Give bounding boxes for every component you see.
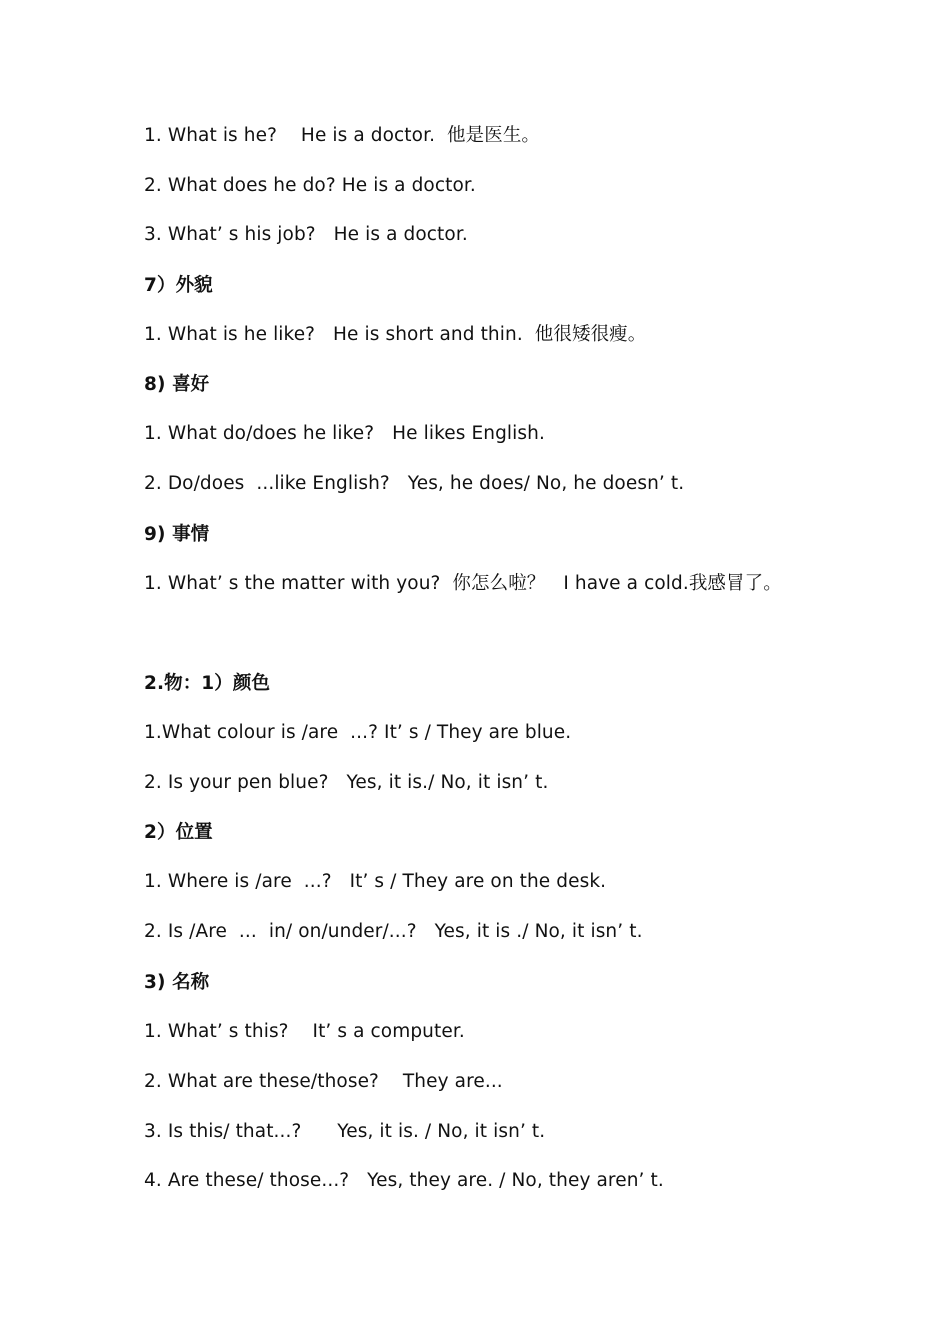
text-line: 2. What does he do? He is a doctor. — [144, 175, 476, 196]
text-line: 2. What are these/those? They are... — [144, 1071, 503, 1092]
section-heading: 3) 名称 — [144, 972, 210, 993]
section-heading: 2.物：1）颜色 — [144, 673, 271, 694]
text-line: 1. What is he like? He is short and thin. 他很矮很瘦。 — [144, 324, 647, 345]
text-line: 3. What’ s his job? He is a doctor. — [144, 224, 468, 245]
section-heading: 2）位置 — [144, 822, 213, 843]
text-line: 2. Is /Are ... in/ on/under/...? Yes, it is ./ No, it isn’ t. — [144, 921, 643, 942]
text-line: 1. What’ s this? It’ s a computer. — [144, 1021, 465, 1042]
section-heading: 8) 喜好 — [144, 374, 210, 395]
text-line: 1. Where is /are ...? It’ s / They are on the desk. — [144, 871, 607, 892]
text-line: 1. What do/does he like? He likes English. — [144, 423, 545, 444]
text-line: 1. What’ s the matter with you? 你怎么啦？ I have a cold.我感冒了。 — [144, 573, 782, 594]
section-heading: 9) 事情 — [144, 524, 210, 545]
text-line: 1.What colour is /are ...? It’ s / They are blue. — [144, 722, 572, 743]
section-heading: 7）外貌 — [144, 275, 213, 296]
text-line: 2. Is your pen blue? Yes, it is./ No, it isn’ t. — [144, 772, 549, 793]
text-line: 1. What is he? He is a doctor. 他是医生。 — [144, 125, 541, 146]
text-line: 2. Do/does ...like English? Yes, he does/ No, he doesn’ t. — [144, 473, 685, 494]
text-line: 4. Are these/ those...? Yes, they are. / No, they aren’ t. — [144, 1170, 664, 1191]
text-line: 3. Is this/ that...? Yes, it is. / No, it isn’ t. — [144, 1121, 546, 1142]
